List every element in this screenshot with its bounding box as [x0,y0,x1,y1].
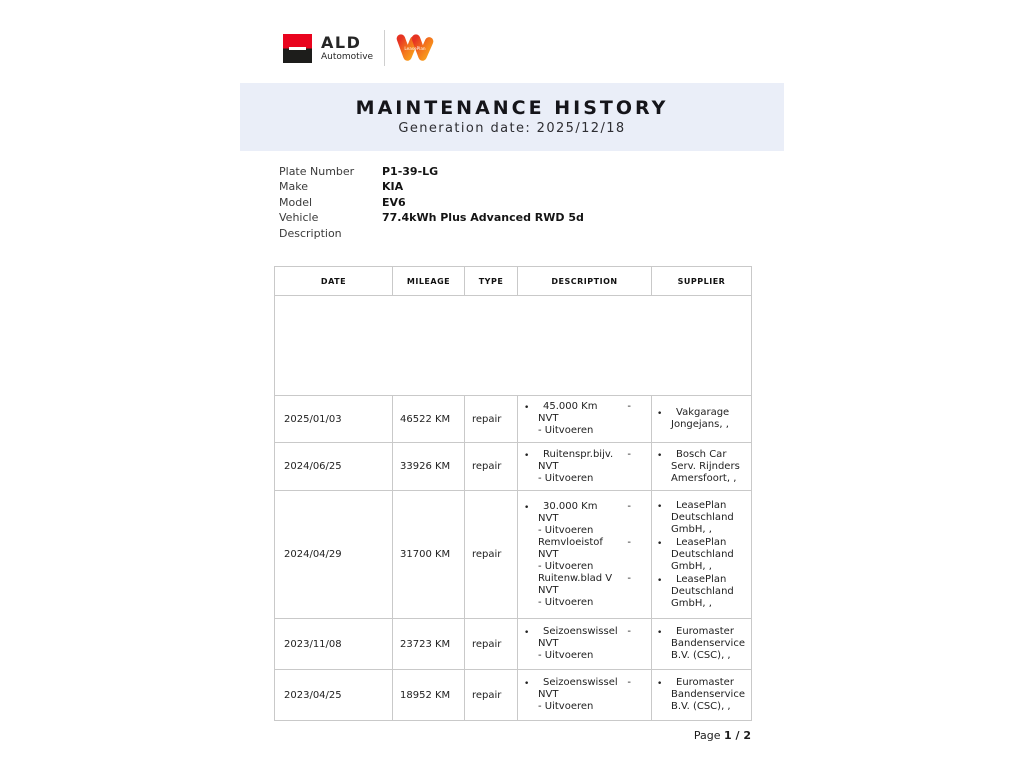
description-line: - Uitvoeren [538,472,594,484]
description-line: - Uitvoeren [538,650,594,662]
mileage-cell: 33926 KM [393,443,465,491]
description-line: Bandenservice [671,638,745,650]
mileage-cell: 23723 KM [393,619,465,670]
bullet-item [657,677,745,713]
bullet-icon: • [657,575,663,586]
description-line: Ruitenw.blad V - [538,572,631,584]
description-line: GmbH, , [671,560,712,572]
bullet-item [657,574,745,610]
description-line: B.V. (CSC), , [671,701,731,713]
description-line: - Uitvoeren [538,425,594,437]
bullet-icon: • [524,450,530,461]
supplier-cell [652,619,752,670]
page-footer [274,729,751,742]
date-cell: 2023/11/08 [275,619,393,670]
page-title: MAINTENANCE HISTORY [355,97,669,119]
table-row [275,443,752,491]
description-line: 45.000 Km - [543,401,631,413]
description-line: LeasePlan [676,499,727,511]
plate-number-value: P1-39-LG [382,165,439,178]
logo-row [240,0,784,63]
bullet-icon: • [524,502,530,513]
description-line: Euromaster [676,626,734,638]
empty-row [275,296,752,396]
table-row [275,396,752,443]
bullet-item [657,449,745,485]
ald-logo-subtitle: Automotive [321,51,374,62]
bullet-icon: • [524,679,530,690]
mileage-cell: 18952 KM [393,670,465,721]
bullet-icon: • [524,403,530,414]
description-line: - Uitvoeren [538,560,594,572]
type-cell: repair [465,670,518,721]
bullet-icon: • [657,628,663,639]
ald-logo-icon [283,34,312,63]
type-cell: repair [465,443,518,491]
description-line: NVT [538,689,559,701]
bullet-icon: • [524,628,530,639]
description-line: Euromaster [676,677,734,689]
make-value: KIA [382,180,404,194]
title-banner [240,83,784,151]
column-header-description: DESCRIPTION [518,267,652,296]
bullet-item [657,500,745,536]
vehicle-info [279,164,784,241]
maintenance-table [274,266,752,721]
description-line: Seizoenswissel - [543,677,631,689]
model-value: EV6 [382,195,406,209]
description-line: Vakgarage [676,407,730,419]
description-line: Remvloeistof - [538,536,631,548]
bullet-icon: • [657,538,663,549]
ald-logo-text [321,32,374,62]
logo-divider [384,30,385,66]
description-line: Seizoenswissel - [543,626,631,638]
info-row-make [279,179,784,194]
maintenance-table-wrap [274,266,784,721]
leaseplan-logo-icon [394,32,436,64]
date-cell: 2025/01/03 [275,396,393,443]
leaseplan-logo-label: LeasePlan [404,45,426,51]
date-cell: 2024/06/25 [275,443,393,491]
description-cell [518,670,652,721]
empty-cell [275,296,752,396]
description-line: NVT [538,413,559,425]
table-row [275,619,752,670]
info-row-description [279,210,784,241]
ald-logo-title: ALD [321,32,362,52]
description-line: LeasePlan [676,536,727,548]
supplier-cell [652,443,752,491]
date-cell: 2024/04/29 [275,491,393,619]
bullet-icon: • [657,450,663,461]
info-label: Plate Number [279,165,355,178]
type-cell: repair [465,619,518,670]
mileage-cell: 31700 KM [393,491,465,619]
info-label: Model [279,195,313,209]
bullet-item [657,626,745,662]
description-line: 30.000 Km - [543,500,631,512]
supplier-cell [652,670,752,721]
mileage-cell: 46522 KM [393,396,465,443]
bullet-item [657,407,745,431]
description-line: Deutschland [671,585,734,597]
type-cell: repair [465,491,518,619]
description-line: NVT [538,584,559,596]
bullet-item [524,626,645,662]
supplier-cell [652,396,752,443]
info-label: Vehicle Description [279,211,342,240]
description-line: NVT [538,512,559,524]
description-line: NVT [538,638,559,650]
table-header-row [275,267,752,296]
vehicle-description-value: 77.4kWh Plus Advanced RWD 5d [382,211,584,225]
description-line: - Uitvoeren [538,701,594,713]
description-line: - Uitvoeren [538,596,594,608]
bullet-item [524,401,645,437]
bullet-item [524,677,645,713]
description-line: NVT [538,460,559,472]
column-header-date: DATE [275,267,393,296]
description-line: Bandenservice [671,689,745,701]
description-line: Ruitenspr.bijv. - [543,448,631,460]
description-cell [518,396,652,443]
bullet-icon: • [657,679,663,690]
description-cell [518,443,652,491]
bullet-item [524,449,645,485]
table-row [275,491,752,619]
supplier-cell [652,491,752,619]
description-line: Deutschland [671,548,734,560]
column-header-supplier: SUPPLIER [652,267,752,296]
info-row-plate [279,164,784,179]
generation-date: Generation date: 2025/12/18 [398,121,626,136]
description-line: Bosch Car [676,448,727,460]
description-cell [518,619,652,670]
table-row [275,670,752,721]
description-cell [518,491,652,619]
description-line: LeasePlan [676,573,727,585]
bullet-item [657,537,745,573]
info-row-model [279,195,784,210]
bullet-item [524,501,645,609]
description-line: GmbH, , [671,597,712,609]
document-page [240,0,784,768]
maintenance-table-body [275,296,752,721]
description-line: B.V. (CSC), , [671,650,731,662]
bullet-icon: • [657,409,663,420]
column-header-mileage: MILEAGE [393,267,465,296]
bullet-icon: • [657,501,663,512]
info-label: Make [279,180,308,194]
type-cell: repair [465,396,518,443]
page-label: Page [693,729,721,743]
page-indicator: 1 / 2 [724,729,751,743]
date-cell: 2023/04/25 [275,670,393,721]
description-line: Serv. Rijnders [671,460,740,472]
description-line: Amersfoort, , [671,472,737,484]
description-line: NVT [538,548,559,560]
description-line: - Uitvoeren [538,524,594,536]
column-header-type: TYPE [465,267,518,296]
description-line: Deutschland [671,511,734,523]
description-line: Jongejans, , [671,419,729,431]
description-line: GmbH, , [671,523,712,535]
